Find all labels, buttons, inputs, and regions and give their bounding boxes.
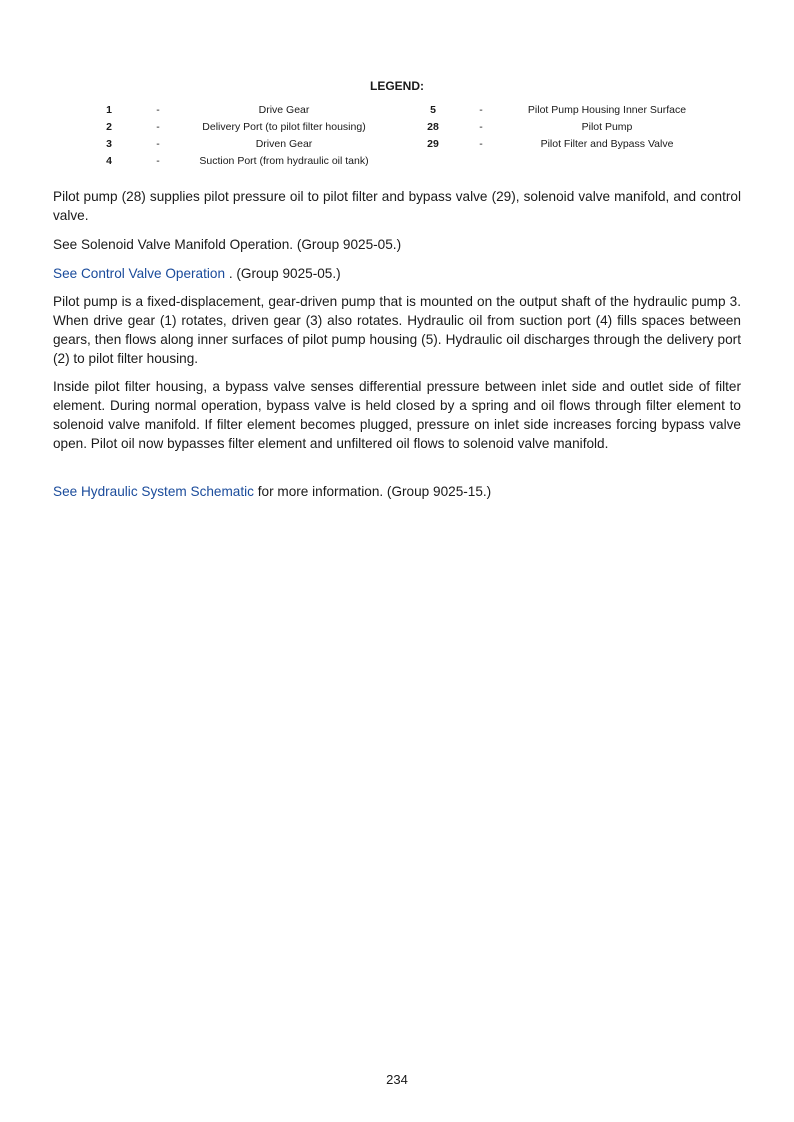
legend-dash: - [156, 155, 160, 167]
paragraph-pilot-pump-description: Pilot pump is a fixed-displacement, gear-driven pump that is mounted on the output shaft of the hydraulic pump 3. When drive gear (1) rotates, driven gear (3) also rotates. Hydraulic oil from suction port (4) fills spaces between gears, then flows along inner surfaces of pilot pump housing (5). Hydraulic oil discharges through the delivery port (2) to pilot filter housing. [53, 294, 741, 366]
legend-description: Pilot Pump [581, 121, 633, 133]
legend-number: 1 [106, 104, 112, 116]
legend-description: Pilot Filter and Bypass Valve [540, 138, 674, 150]
legend-number: 2 [106, 121, 112, 133]
legend-dash: - [156, 121, 160, 133]
legend-row [53, 121, 741, 138]
legend-dash: - [479, 121, 483, 133]
hydraulic-system-schematic-link[interactable]: See Hydraulic System Schematic [53, 484, 254, 499]
legend-description: Delivery Port (to pilot filter housing) [202, 121, 366, 133]
legend-row [53, 138, 741, 155]
schematic-group-text: for more information. (Group 9025-15.) [253, 484, 492, 499]
control-valve-operation-link[interactable]: See Control Valve Operation [53, 266, 226, 281]
paragraph-control-valve-reference [53, 264, 741, 283]
legend-number: 3 [106, 138, 112, 150]
legend-row [53, 155, 741, 172]
legend-dash: - [156, 104, 160, 116]
legend-dash: - [156, 138, 160, 150]
legend-description: Driven Gear [255, 138, 313, 150]
document-page [53, 0, 741, 1122]
control-valve-group-text: . (Group 9025-05.) [225, 266, 341, 281]
paragraph-pilot-pump-supply: Pilot pump (28) supplies pilot pressure oil to pilot filter and bypass valve (29), solenoid valve manifold, and control valve. [53, 189, 741, 223]
legend-description: Pilot Pump Housing Inner Surface [527, 104, 687, 116]
paragraph-schematic-reference [53, 482, 741, 501]
legend-dash: - [479, 104, 483, 116]
legend-table [53, 104, 741, 172]
legend-description: Drive Gear [258, 104, 310, 116]
legend-description: Suction Port (from hydraulic oil tank) [199, 155, 369, 167]
paragraph-solenoid-reference: See Solenoid Valve Manifold Operation. (Group 9025-05.) [53, 237, 402, 252]
legend-title: LEGEND: [370, 79, 424, 93]
legend-number: 28 [427, 121, 439, 133]
legend-number: 4 [106, 155, 112, 167]
legend-row [53, 104, 741, 121]
paragraph-bypass-valve: Inside pilot filter housing, a bypass valve senses differential pressure between inlet side and outlet side of filter element. During normal operation, bypass valve is held closed by a spring and oil flows through filter element to solenoid valve manifold. If filter element becomes plugged, pressure on inlet side increases forcing bypass valve open. Pilot oil now bypasses filter element and unfiltered oil flows to solenoid valve manifold. [53, 379, 741, 451]
page-number: 234 [386, 1072, 408, 1087]
legend-number: 5 [430, 104, 436, 116]
legend-dash: - [479, 138, 483, 150]
legend-number: 29 [427, 138, 439, 150]
